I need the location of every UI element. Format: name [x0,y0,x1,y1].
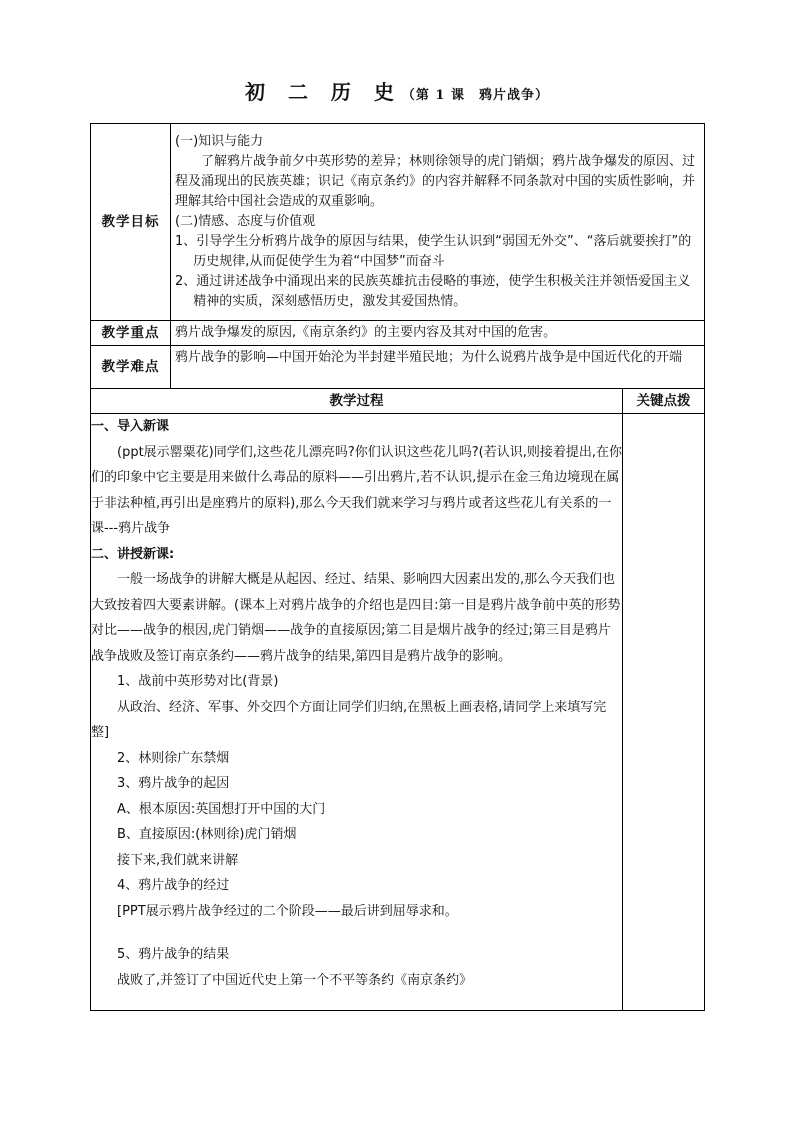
goals-s1-text: 了解鸦片战争前夕中英形势的差异；林则徐领导的虎门销烟；鸦片战争爆发的原因、过程及涌现出的民族英雄；识记《南京条约》的内容并解释不同条款对中国的实质性影响，并理解其给中国社会造成的双重影响。 [175,154,696,209]
page-title [0,76,794,105]
process-row [91,414,705,1011]
difficult-row [91,346,705,389]
goals-content [171,124,705,321]
goals-s1-heading: (一)知识与能力 [175,134,264,149]
title-main: 初 二 历 史 [245,80,402,104]
process-item-2: 2、林则徐广东禁烟 [117,750,230,766]
process-item-3b: B、直接原因:(林则徐)虎门销烟 [117,827,297,842]
process-item-3a: A、根本原因:英国想打开中国的大门 [117,801,326,817]
difficult-label: 教学难点 [91,346,171,389]
lesson-plan-table [90,123,705,1011]
process-item-1-detail: 从政治、经济、军事、外交四个方面让同学们归纳,在黑板上画表格,请同学上来填写完整] [91,699,607,740]
goals-s2-heading: (二)情感、态度与价值观 [175,214,316,229]
process-header-left: 教学过程 [91,389,623,414]
key-row [91,321,705,346]
process-header-right: 关键点拨 [623,389,705,414]
goals-label: 教学目标 [91,124,171,321]
process-item-4: 4、鸦片战争的经过 [117,878,230,893]
key-content: 鸦片战争爆发的原因,《南京条约》的主要内容及其对中国的危害。 [171,321,705,346]
process-header-row [91,389,705,414]
goals-s2-item2: 2、通过讲述战争中涌现出来的民族英雄抗击侵略的事迹，使学生积极关注并领悟爱国主义精神的实质，深刻感悟历史，激发其爱国热情。 [175,274,691,309]
goals-s2-item1: 1、引导学生分析鸦片战争的原因与结果，使学生认识到“弱国无外交”、“落后就要挨打”的历史规律,从而促使学生为着“中国梦”而奋斗 [175,234,692,269]
process-item-3: 3、鸦片战争的起因 [117,776,230,791]
process-content [91,414,623,1011]
key-label: 教学重点 [91,321,171,346]
goals-row [91,124,705,321]
process-item-5: 5、鸦片战争的结果 [117,947,230,962]
title-sub: （第 1 课 鸦片战争） [401,88,549,103]
process-overview-paragraph: 一般一场战争的讲解大概是从起因、经过、结果、影响四大因素出发的,那么今天我们也大致按着四大要素讲解。(课本上对鸦片战争的介绍也是四目:第一目是鸦片战争前中英的形势对比——战争的根因,虎门销烟——战争的直接原因;第二目是烟片战争的经过;第三目是鸦片战争战败及签订南京条约——鸦片战争的结果,第四目是鸦片战争的影响。 [91,572,621,664]
process-section-2: 二、讲授新课: [91,546,175,562]
blank-line [91,924,622,942]
process-section-1: 一、导入新课 [91,419,170,434]
key-points-cell [623,414,705,1011]
process-transition: 接下来,我们就来讲解 [117,852,239,868]
process-item-4-detail: [PPT展示鸦片战争经过的二个阶段——最后讲到屈辱求和。 [117,903,458,919]
difficult-content: 鸦片战争的影响—中国开始沦为半封建半殖民地；为什么说鸦片战争是中国近代化的开端 [171,346,705,389]
process-intro-paragraph: (ppt展示罂粟花)同学们,这些花儿漂亮吗?你们认识这些花儿吗?(若认识,则接着提出,在你们的印象中它主要是用来做什么毒品的原料——引出鸦片,若不认识,提示在金三角边境现在属于非法种植,再引出是座鸦片的原料),那么今天我们就来学习与鸦片或者这些花儿有关系的一课---鸦片战争 [91,444,623,536]
process-item-5-detail: 战败了,并签订了中国近代史上第一个不平等条约《南京条约》 [117,972,473,988]
process-item-1: 1、战前中英形势对比(背景) [117,674,279,689]
